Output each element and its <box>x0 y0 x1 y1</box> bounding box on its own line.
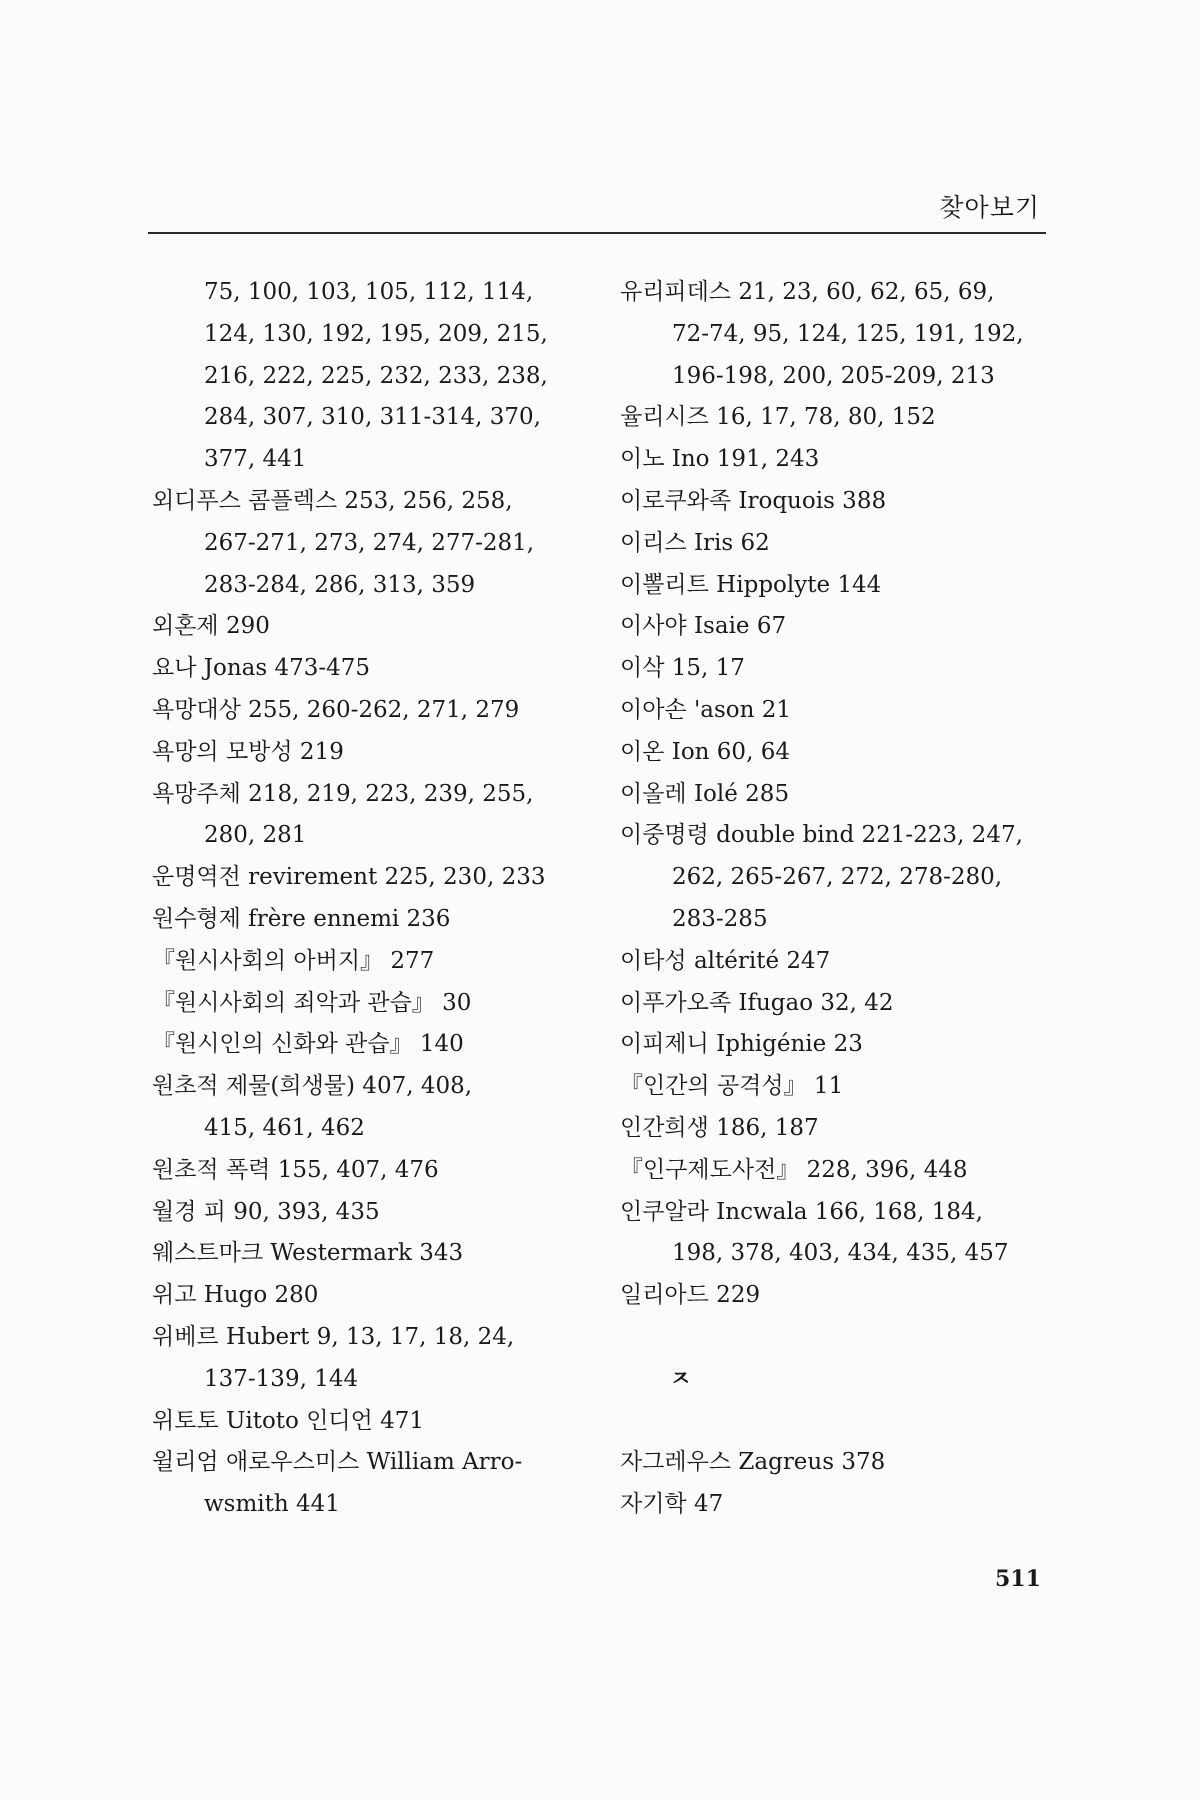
index-entry-continuation: 267-271, 273, 274, 277-281, <box>204 529 535 556</box>
index-entry-continuation: 198, 378, 403, 434, 435, 457 <box>672 1240 1009 1267</box>
index-column-left <box>152 272 602 1526</box>
index-entry: 『인구제도사전』 228, 396, 448 <box>620 1156 968 1183</box>
spacer <box>620 1317 1090 1359</box>
index-entry: 일리아드 229 <box>620 1282 761 1309</box>
index-entry: 원초적 폭력 155, 407, 476 <box>152 1156 439 1183</box>
section-letter: ㅈ <box>670 1366 692 1392</box>
index-entry: 웨스트마크 Westermark 343 <box>152 1240 464 1267</box>
index-entry: 위고 Hugo 280 <box>152 1282 319 1309</box>
index-entry-continuation: 280, 281 <box>204 822 307 849</box>
index-entry: 『원시사회의 아버지』 277 <box>152 947 435 974</box>
index-entry: 유리피데스 21, 23, 60, 62, 65, 69, <box>620 279 995 305</box>
index-entry: 위토토 Uitoto 인디언 471 <box>152 1407 425 1434</box>
index-entry: 윌리엄 애로우스미스 William Arro- <box>152 1449 523 1476</box>
index-entry-continuation: 72-74, 95, 124, 125, 191, 192, <box>672 320 1024 347</box>
index-entry: 인간희생 186, 187 <box>620 1114 819 1141</box>
index-entry: 운명역전 revirement 225, 230, 233 <box>152 864 546 891</box>
index-entry-continuation: 124, 130, 192, 195, 209, 215, <box>204 320 548 347</box>
index-entry: 원초적 제물(희생물) 407, 408, <box>152 1073 473 1100</box>
index-entry: 원수형제 frère ennemi 236 <box>152 905 451 932</box>
index-entry: 이타성 altérité 247 <box>620 947 831 974</box>
index-entry: 욕망주체 218, 219, 223, 239, 255, <box>152 780 534 807</box>
index-entry-continuation: wsmith 441 <box>204 1491 340 1518</box>
index-entry: 외혼제 290 <box>152 613 270 640</box>
index-entry: 이삭 15, 17 <box>620 655 745 682</box>
index-entry: 이사야 Isaie 67 <box>620 613 787 640</box>
index-entry: 이아손 'ason 21 <box>620 696 792 723</box>
index-entry-continuation: 283-285 <box>672 905 768 932</box>
index-entry-continuation: 415, 461, 462 <box>204 1114 365 1141</box>
index-entry: 자기학 47 <box>620 1491 724 1518</box>
index-entry: 이피제니 Iphigénie 23 <box>620 1031 863 1058</box>
index-entry: 율리시즈 16, 17, 78, 80, 152 <box>620 404 936 431</box>
index-entry: 이푸가오족 Ifugao 32, 42 <box>620 989 894 1016</box>
running-head: 찾아보기 <box>939 193 1040 222</box>
index-entry-continuation: 196-198, 200, 205-209, 213 <box>672 362 995 389</box>
index-entry: 요나 Jonas 473-475 <box>152 655 371 682</box>
index-entry: 욕망대상 255, 260-262, 271, 279 <box>152 696 520 723</box>
index-entry: 이온 Ion 60, 64 <box>620 738 790 765</box>
index-entry: 욕망의 모방성 219 <box>152 738 344 765</box>
index-entry-continuation: 137-139, 144 <box>204 1365 359 1392</box>
index-entry: 이올레 Iolé 285 <box>620 780 790 807</box>
index-entry: 자그레우스 Zagreus 378 <box>620 1449 886 1476</box>
index-entry: 이로쿠와족 Iroquois 388 <box>620 487 887 514</box>
index-entry: 『원시사회의 죄악과 관습』 30 <box>152 989 472 1016</box>
index-column-right <box>620 272 1090 1526</box>
index-entry: 인쿠알라 Incwala 166, 168, 184, <box>620 1198 983 1225</box>
index-entry: 월경 피 90, 393, 435 <box>152 1198 380 1225</box>
index-entry-continuation: 284, 307, 310, 311-314, 370, <box>204 404 541 431</box>
index-entry: 이중명령 double bind 221-223, 247, <box>620 822 1023 849</box>
spacer <box>620 1401 1090 1443</box>
index-entry-continuation: 216, 222, 225, 232, 233, 238, <box>204 362 548 389</box>
index-entry: 위베르 Hubert 9, 13, 17, 18, 24, <box>152 1323 515 1350</box>
index-entry: 『인간의 공격성』 11 <box>620 1073 844 1100</box>
index-entry: 이노 Ino 191, 243 <box>620 446 820 473</box>
index-entry-continuation: 75, 100, 103, 105, 112, 114, <box>204 279 534 305</box>
page-number: 511 <box>995 1566 1041 1592</box>
index-entry-continuation: 377, 441 <box>204 446 307 473</box>
index-entry: 『원시인의 신화와 관습』 140 <box>152 1031 464 1058</box>
index-entry: 이뽈리트 Hippolyte 144 <box>620 571 882 598</box>
index-entry-continuation: 283-284, 286, 313, 359 <box>204 571 476 598</box>
header-rule <box>148 232 1046 234</box>
index-entry: 외디푸스 콤플렉스 253, 256, 258, <box>152 487 513 514</box>
index-entry: 이리스 Iris 62 <box>620 529 770 556</box>
index-entry-continuation: 262, 265-267, 272, 278-280, <box>672 864 1003 891</box>
